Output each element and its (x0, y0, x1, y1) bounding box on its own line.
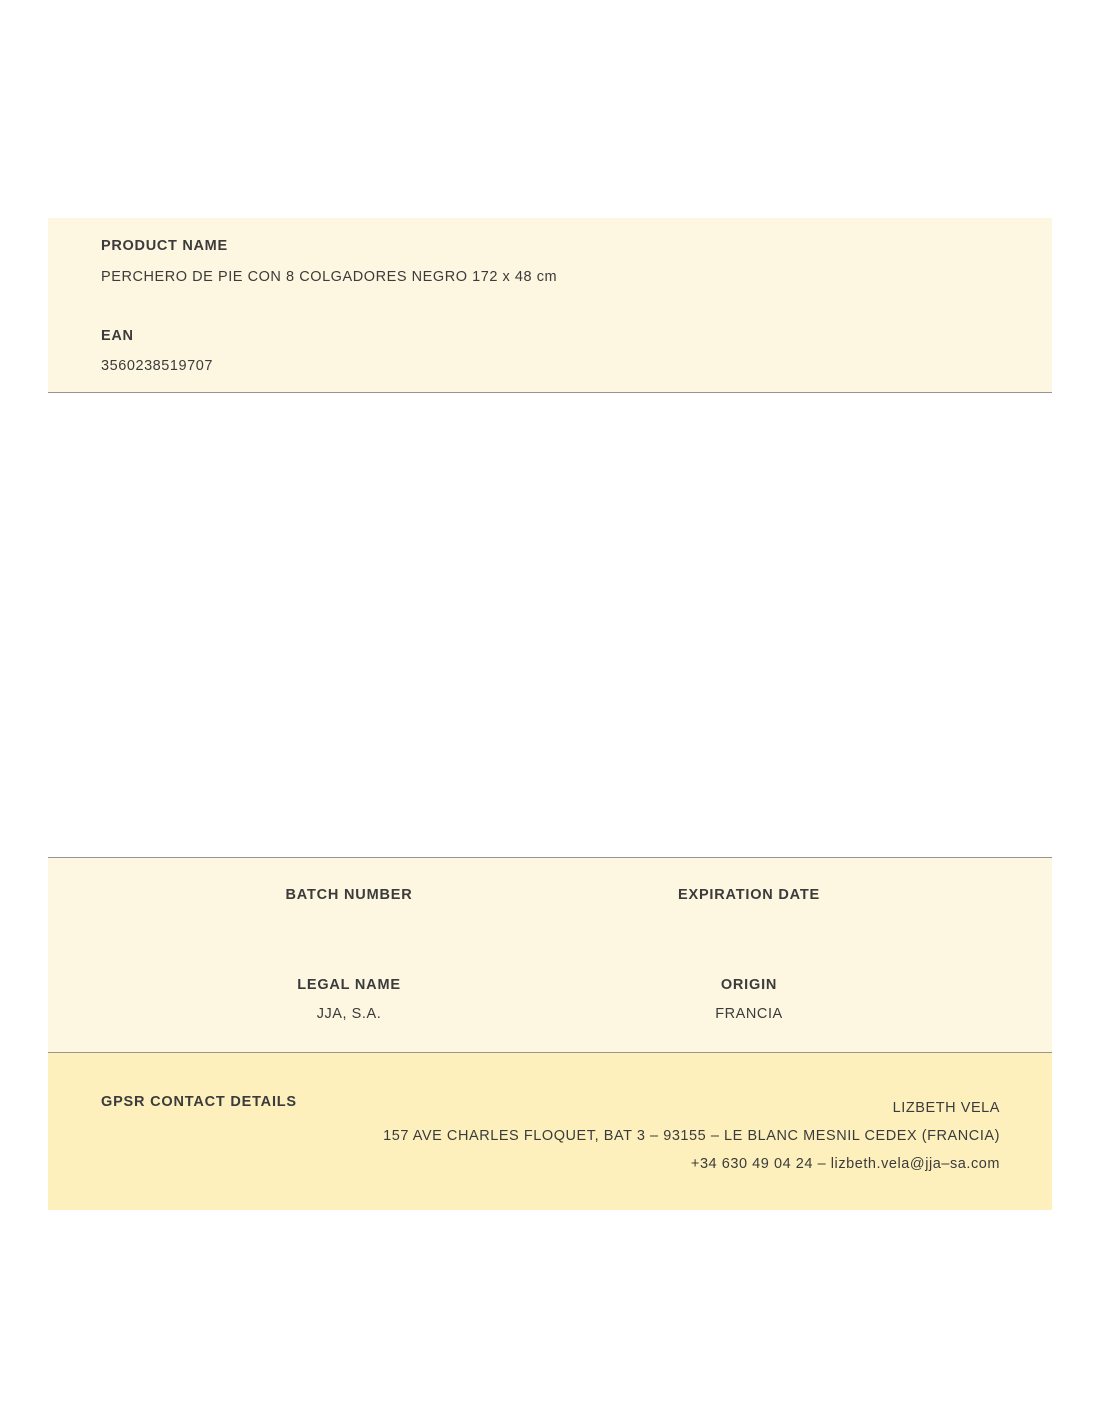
product-name-value: PERCHERO DE PIE CON 8 COLGADORES NEGRO 172 x 48 cm (101, 269, 558, 285)
blank-content-area (48, 393, 1052, 857)
gpsr-contact-lines (383, 1094, 1000, 1178)
ean-label: EAN (101, 328, 134, 344)
product-name-label: PRODUCT NAME (101, 238, 228, 254)
gpsr-contact-name: LIZBETH VELA (892, 1100, 1000, 1116)
gpsr-contact-phone-email: +34 630 49 04 24 – lizbeth.vela@jja–sa.com (690, 1156, 1000, 1172)
gpsr-contact-panel (48, 1053, 1052, 1210)
product-info-panel (48, 218, 1052, 393)
origin-value: FRANCIA (715, 1006, 783, 1022)
ean-value: 3560238519707 (101, 358, 213, 374)
gpsr-contact-address: 157 AVE CHARLES FLOQUET, BAT 3 – 93155 – LE BLANC MESNIL CEDEX (FRANCIA) (383, 1128, 1000, 1144)
legal-name-value: JJA, S.A. (316, 1006, 382, 1022)
expiration-date-label: EXPIRATION DATE (678, 887, 820, 903)
origin-label: ORIGIN (720, 977, 778, 993)
gpsr-contact-label: GPSR CONTACT DETAILS (101, 1094, 297, 1110)
legal-name-label: LEGAL NAME (297, 977, 401, 993)
batch-number-label: BATCH NUMBER (285, 887, 413, 903)
batch-legal-panel (48, 857, 1052, 1053)
